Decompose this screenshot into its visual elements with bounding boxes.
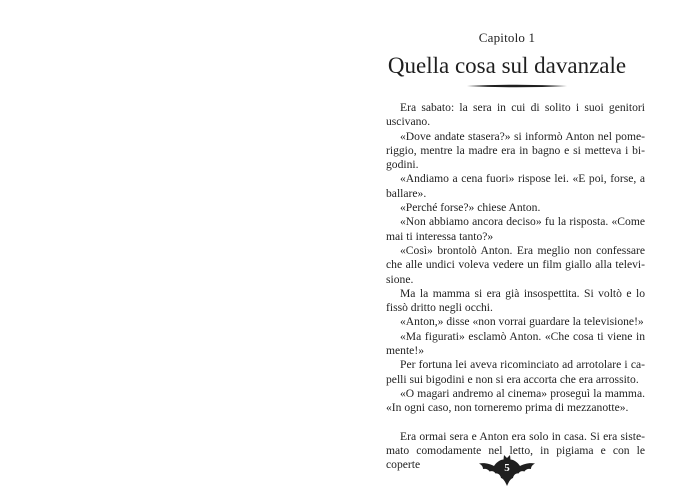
paragraph: «Andiamo a cena fuori» rispose lei. «E poi, forse, a ballare». (386, 172, 645, 200)
paragraph: «Perché forse?» chiese Anton. (400, 201, 541, 215)
ornamental-rule-icon (467, 84, 567, 88)
paragraph: «Così» brontolò Anton. Era meglio non confessare che alle undici voleva vedere un film giallo alla televisione. (386, 243, 645, 286)
chapter-label: Capitolo 1 (478, 30, 536, 45)
chapter-title: Quella cosa sul davanzale (387, 53, 627, 78)
paragraph: Ma la mamma si era già insospettita. Si voltò e lo fissò dritto negli occhi. (386, 286, 645, 315)
page-number: 5 (504, 462, 510, 474)
paragraph: «Dove andate stasera?» si informò Anton nel pomeriggio, mentre la madre era in bagno e si metteva i bigodini. (386, 129, 645, 172)
paragraph: Era sabato: la sera in cui di solito i suoi genitori uscivano. (386, 101, 645, 129)
chapter-body (386, 101, 645, 473)
paragraph: «Ma figurati» esclamò Anton. «Che cosa ti viene in mente!» (386, 329, 645, 358)
paragraph: «Anton,» disse «non vorrai guardare la televisione!» (400, 315, 644, 329)
paragraph: Per fortuna lei aveva ricominciato ad arrotolare i capelli sui bigodini e non si era accorta che era arrossito. (386, 358, 645, 386)
paragraph: Era ormai sera e Anton era solo in casa. Si era sistemato comodamente nel letto, in pigiama e con le coperte (386, 429, 645, 472)
paragraph: «O magari andremo al cinema» proseguì la mamma. «In ogni caso, non torneremo prima di mezzanotte». (386, 386, 645, 415)
right-page (338, 0, 676, 500)
paragraph: «Non abbiamo ancora deciso» fu la risposta. «Come mai ti interessa tanto?» (386, 215, 645, 243)
